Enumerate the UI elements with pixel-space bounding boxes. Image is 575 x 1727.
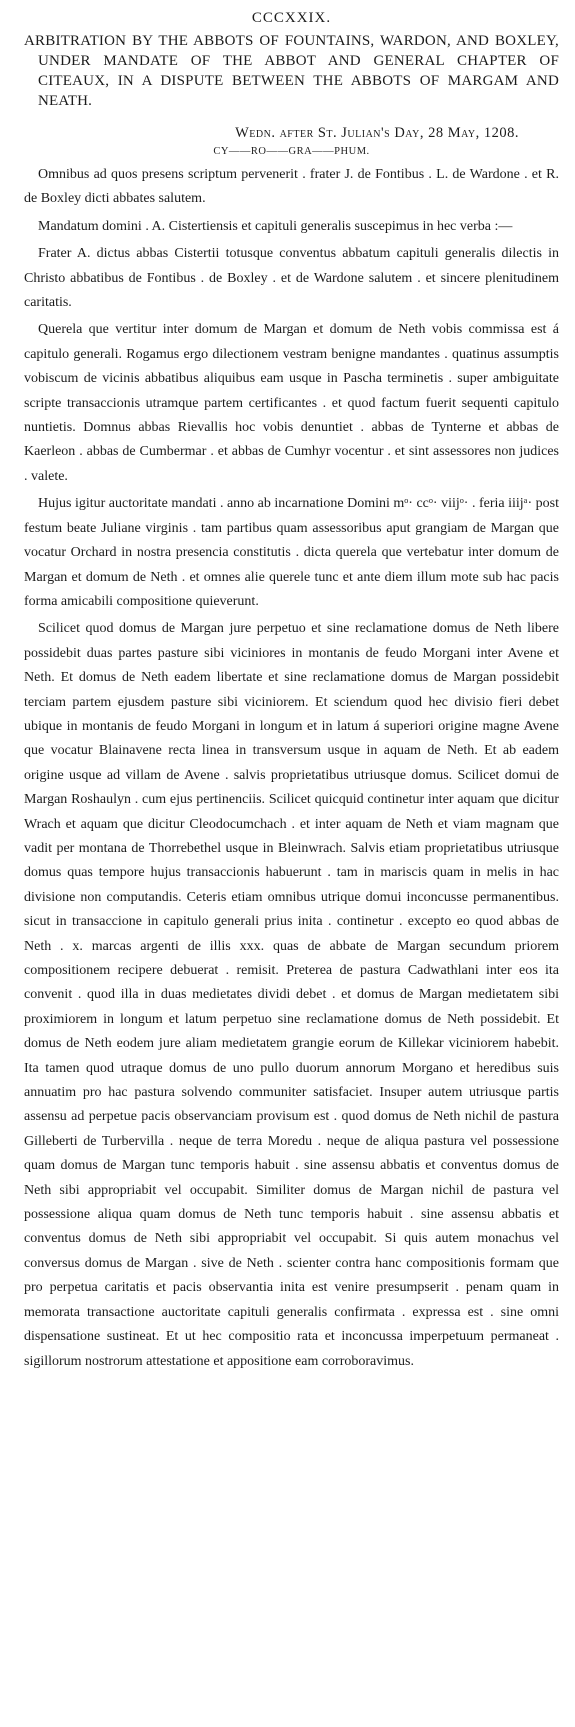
paragraph-mandate-text: Querela que vertitur inter domum de Margan et domum de Neth vobis commissa est á capitulo generali. Rogamus ergo dilectionem vestram benigne mandantes . quatinus assumptis vobiscum de vicinis abbatibus aliquibus eam usque in Pascha terminetis . super ambiguitate scripte transaccionis utramque partem certificantes . et quod factum fuerit sequenti capitulo nuntietis. Domnus abbas Rievallis hoc vobis denuntiet . abbas de Tynterne et abbas de Kaerleon . abbas de Cumbermar . et abbas de Cumhyr vocentur . et sint assessores non judices . valete.	[24, 322, 559, 484]
paragraph-settlement: Scilicet quod domus de Margan jure perpetuo et sine reclamatione domus de Neth libere possidebit duas partes pasture sibi viciniores in montanis de feudo Morgani inter Avene et Neth. Et domus de Neth eadem libertate et sine reclamatione domus de Margan possidebit terciam partem ejusdem pasture sibi viciniorem. Et sciendum quod hec divisio fieri debet ubique in montanis de feudo Morgani in longum et in latum á superiori origine magne Avene que vocatur Blainavene recta linea in transversum usque in aquam de Neth. Et ab eadem origine usque ad villam de Avene . salvis proprietatibus utriusque domus. Scilicet domui de Margan Roshaulyn . cum ejus pertinenciis. Scilicet quicquid continetur inter aquam que dicitur Wrach et aquam que dicitur Cleodocumchach . et inter aquam de Neth et viam magnam que vadit per montana de Thorrebethel usque in Bleinwrach. Salvis etiam proprietatibus utriusque domus quas tempore hujus transaccionis habuerunt . tam in mariscis quam in melis in hac divisione non computandis. Ceteris etiam omnibus utrique domui inconcusse permanentibus. sicut in transaccione in capitulo generali prius inita . continetur . excepto eo quod abbas de Neth . x. marcas argenti de illis xxx. quas de abbate de Margan secundum priorem compositionem recipere debuerat . remisit. Preterea de pastura Cadwathlani inter eos ita convenit . quod illa in duas medietates dividi debet . et domus de Margan medietatem sibi proximiorem in longum et latum perpetuo sine reclamatione domus de Neth possidebit. Et domus de Neth eodem jure aliam medietatem grangie eorum de Killekar viciniorem habebit. Ita tamen quod utraque domus de uno pullo duorum annorum Morgano et heredibus suis annuatim pro hac pastura solvendo communiter satisfaciet. Insuper autem utriusque partis assensu ad perpetue pacis observanciam provisum est . quod domus de Neth nichil de pastura Gilleberti de Turbervilla . neque de terra Moredu . neque de aliqua pastura vel possessione quam domus de Margan tunc temporis habuit . sine assensu abbatis et conventus domus de Neth sibi appropriabit vel occupabit. Similiter domus de Margan nichil de pastura vel possessione aliqua quam domus de Neth tunc temporis habuit . sine assensu abbatis et conventus domus de Neth sibi appropriabit vel occupabit. Si quis autem monachus vel conversus domus de Margan . sive de Neth . scienter contra hanc compositionis formam que pro perpetua caritatis et pacis observantia inita est venire presumpserit . penam quam in memorata transactione auctoritate capituli generalis confirmata . expressa est . sine omni dispensatione sustineat. Et ut hec compositio rata et inconcussa imperpetuum permaneat . sigillorum nostrorum attestatione et appositione eam corroboravimus.	[24, 621, 559, 1369]
chirograph-line: CY——RO——GRA——PHUM.	[213, 146, 370, 157]
paragraph-mandate-intro: Mandatum domini . A. Cistertiensis et capituli generalis suscepimus in hec verba :—	[38, 218, 513, 234]
document-heading: ARBITRATION BY THE ABBOTS OF FOUNTAINS, WARDON, AND BOXLEY, UNDER MANDATE OF THE ABBOT AND GENERAL CHAPTER OF CITEAUX, IN A DISPUTE BETWEEN THE ABBOTS OF MARGAM AND NEATH.	[24, 33, 559, 109]
paragraph-mandate-address: Frater A. dictus abbas Cistertii totusque conventus abbatum capituli generalis dilectis in Christo abbatibus de Fontibus . de Boxley . et de Wardone salutem . et sincere plenitudinem caritatis.	[24, 246, 559, 311]
paragraph-salutation: Omnibus ad quos presens scriptum pervenerit . frater J. de Fontibus . L. de Wardone . et R. de Boxley dicti abbates salutem.	[24, 167, 559, 207]
paragraph-proceedings: Hujus igitur auctoritate mandati . anno ab incarnatione Domini mᵒ· ccᵒ· viijᵒ· . feria iiijᵃ· post festum beate Juliane virginis . tam partibus quam assessoribus aput grangiam de Margan que vocatur Orchard in nostra presencia constitutis . dicta querela que vertebatur inter domum de Margan et domum de Neth . et omnes alie querele tunc et ante diem illum mote sub hac pacis forma amicabili compositione quieverunt.	[24, 496, 559, 609]
date-line: Wedn. after St. Julian's Day, 28 May, 1208.	[235, 125, 519, 141]
charter-number: CCCXXIX.	[251, 10, 332, 26]
